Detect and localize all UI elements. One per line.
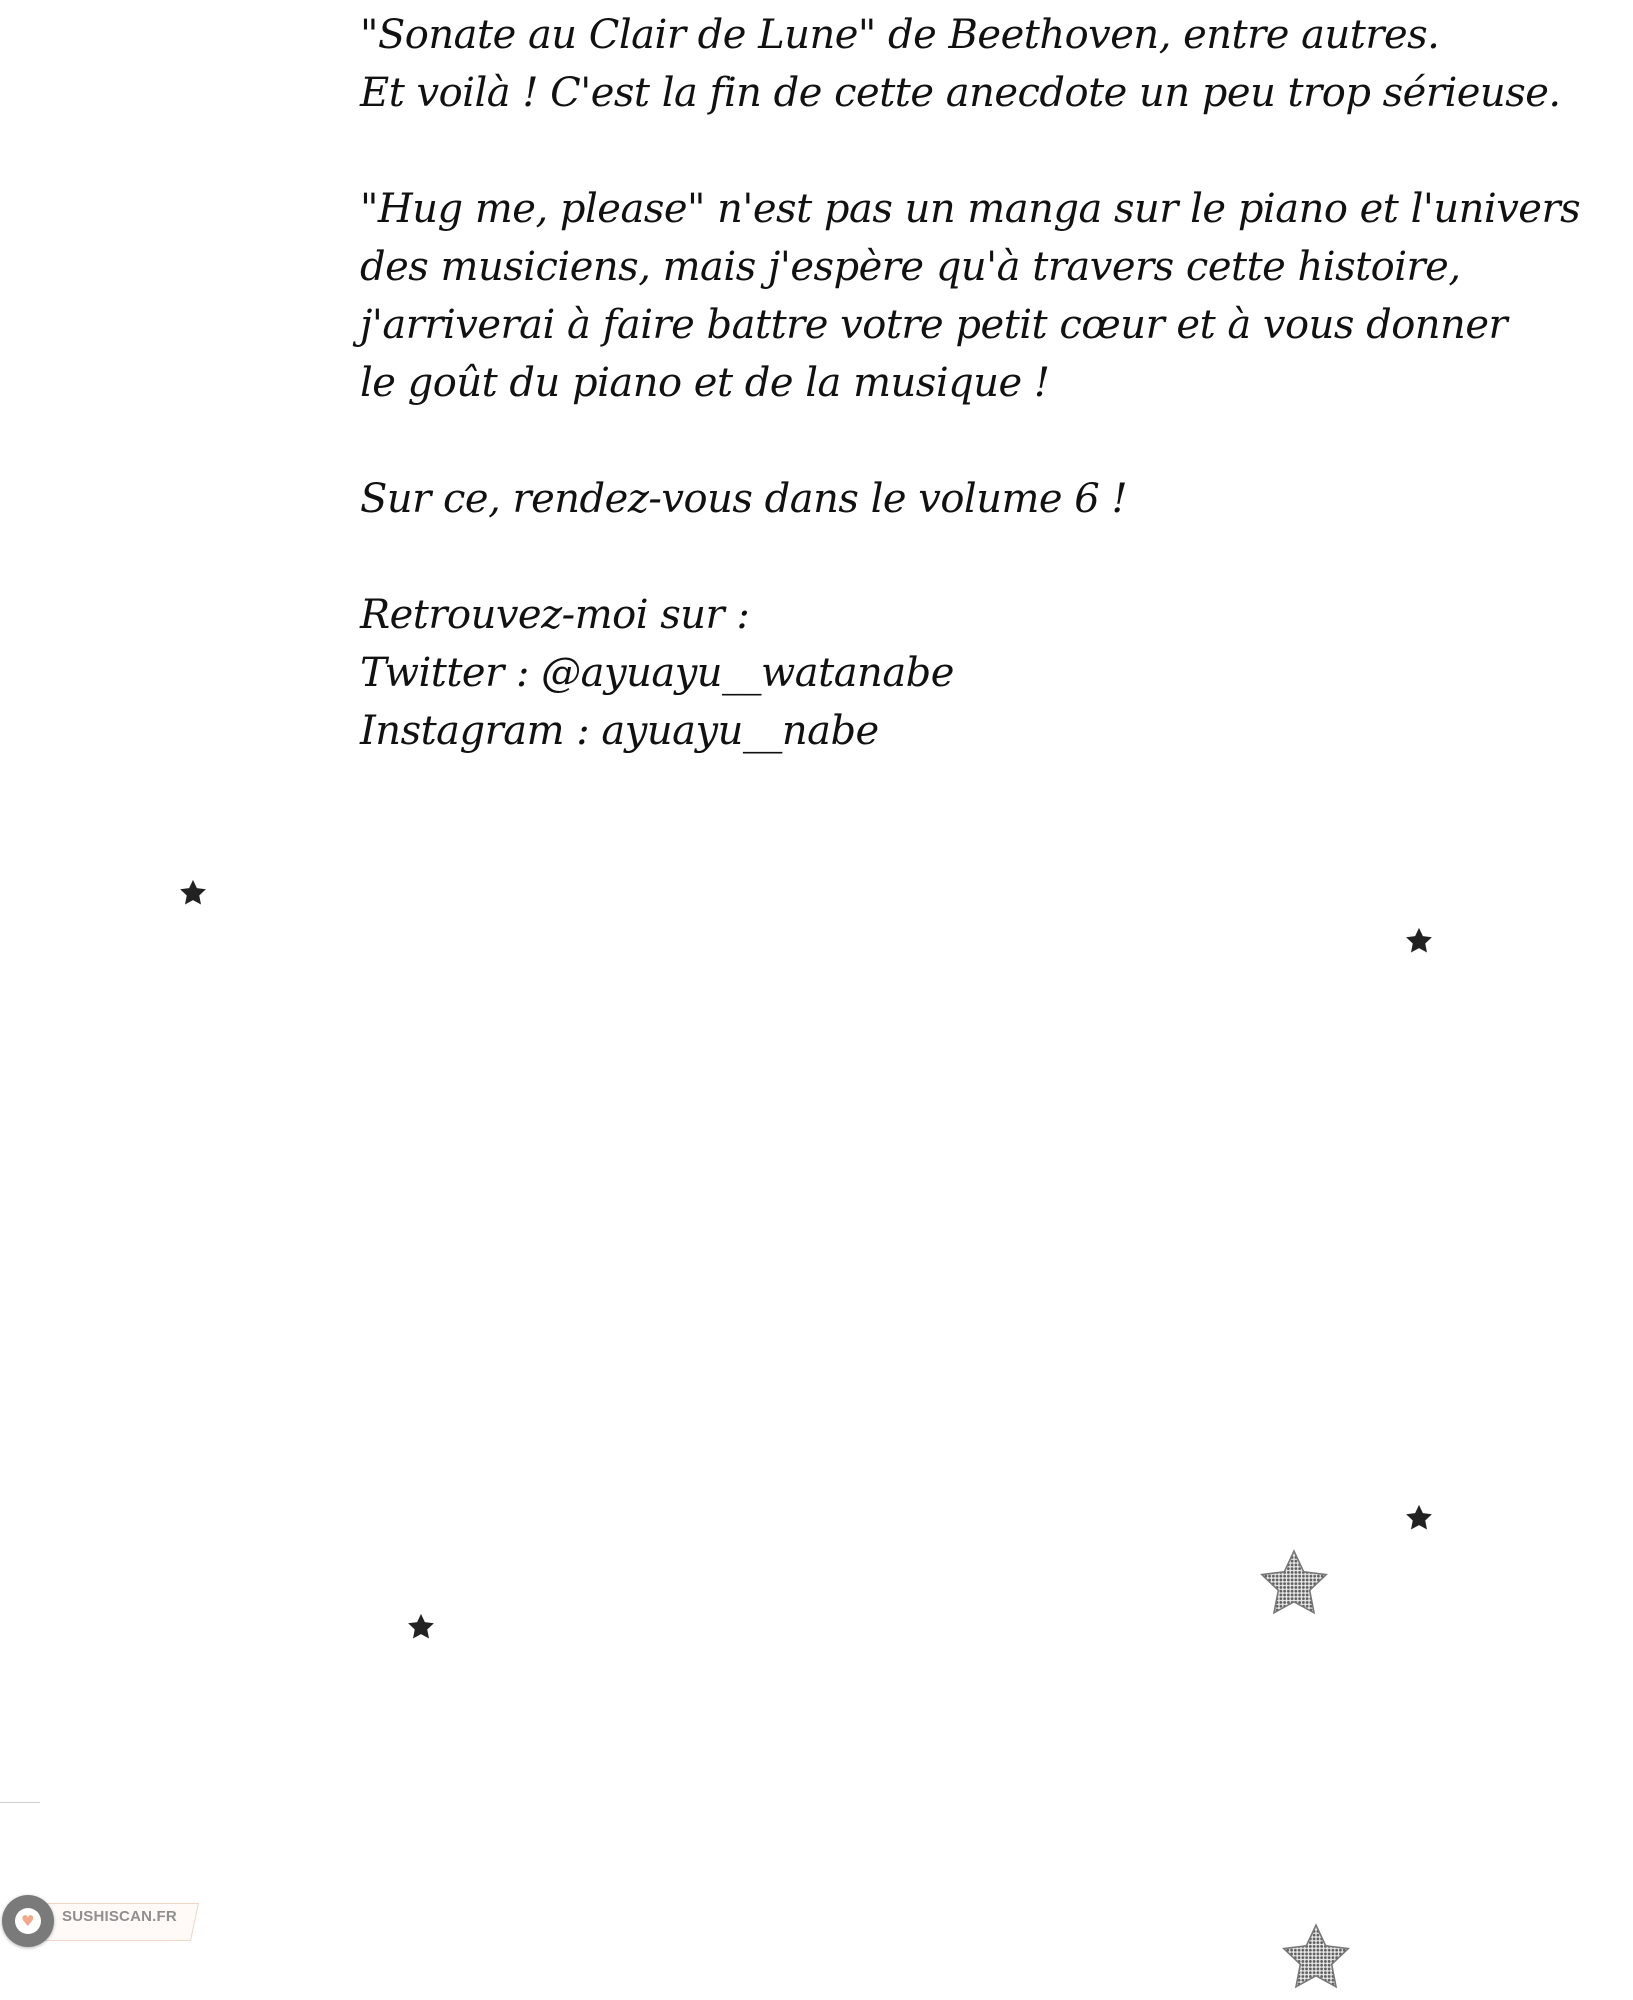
afterword-line: Sur ce, rendez-vous dans le volume 6 ! bbox=[360, 476, 1128, 522]
instagram-handle: Instagram : ayuayu__nabe bbox=[360, 708, 879, 754]
screentone-star-icon bbox=[1278, 1922, 1354, 1994]
star-icon bbox=[1404, 1503, 1434, 1533]
sushiscan-watermark[interactable] bbox=[0, 1893, 200, 1949]
afterword-line: j'arriverai à faire battre votre petit cœur et à vous donner bbox=[360, 302, 1508, 348]
star-icon bbox=[406, 1612, 436, 1642]
afterword-line: "Hug me, please" n'est pas un manga sur le piano et l'univers bbox=[360, 186, 1581, 232]
afterword-line: le goût du piano et de la musique ! bbox=[360, 360, 1050, 406]
afterword-line: "Sonate au Clair de Lune" de Beethoven, entre autres. bbox=[360, 12, 1440, 58]
star-icon bbox=[1404, 926, 1434, 956]
screentone-star-icon bbox=[1256, 1548, 1332, 1620]
twitter-handle: Twitter : @ayuayu__watanabe bbox=[360, 650, 954, 696]
page-divider bbox=[0, 1802, 40, 1803]
social-heading: Retrouvez-moi sur : bbox=[360, 592, 750, 638]
heart-icon: ♥ bbox=[21, 1912, 35, 1930]
star-icon bbox=[178, 878, 208, 908]
watermark-logo bbox=[2, 1895, 54, 1947]
afterword-line: Et voilà ! C'est la fin de cette anecdote un peu trop sérieuse. bbox=[360, 70, 1561, 116]
watermark-label: SUSHISCAN.FR bbox=[62, 1908, 177, 1925]
afterword-line: des musiciens, mais j'espère qu'à travers cette histoire, bbox=[360, 244, 1461, 290]
